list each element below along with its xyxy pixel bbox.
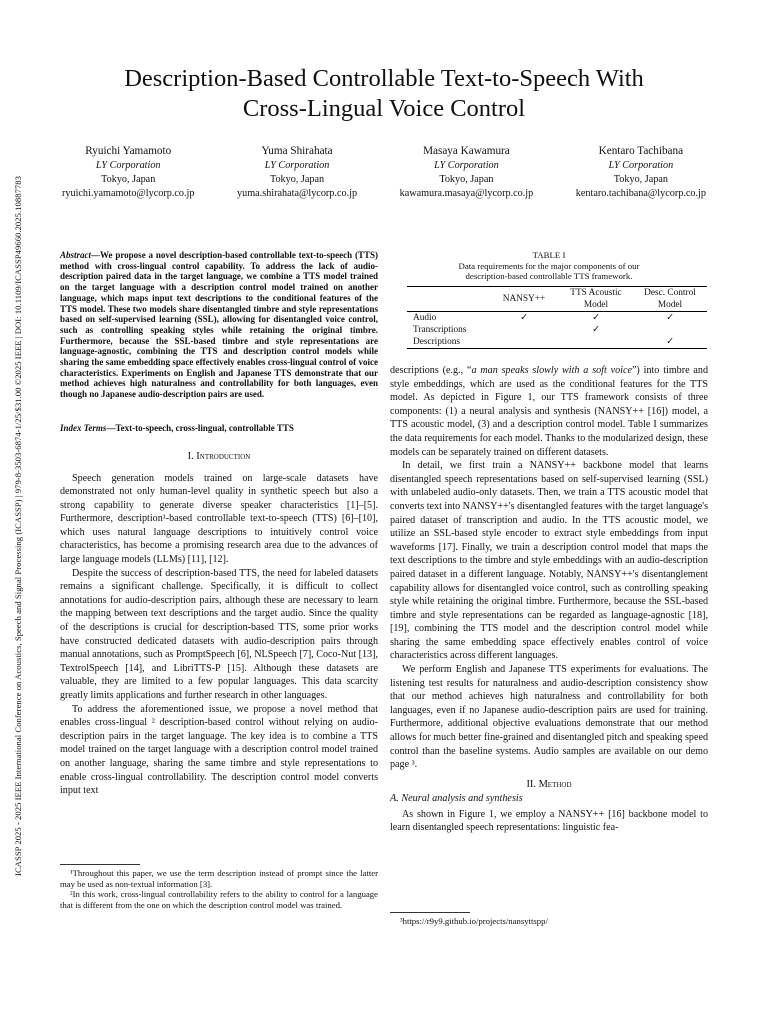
table-row	[407, 336, 707, 349]
intro-paragraph-3: To address the aforementioned issue, we propose a novel method that enables cross-lingual ² description-based control without relying on audio-description pairs in the target language. The key idea is to combine a TTS model trained on the target language with a description control model trained on another language, sharing the same timbre and style representations to enable cross-lingual controllability. The description control model converts input text	[60, 703, 378, 797]
footnotes-left	[60, 864, 378, 910]
table-header-cell: Desc. Control Model	[633, 286, 707, 311]
desc-example: a man speaks slowly with a soft voice	[471, 365, 632, 376]
author-name: Yuma Shirahata	[261, 145, 333, 157]
author-name: Ryuichi Yamamoto	[85, 145, 172, 157]
intro-paragraph-1: Speech generation models trained on large-scale datasets have demonstrated not only human-level quality in synthetic speech but also a strong capability to generate diverse speaker characteristics [1]–[5]. Furthermore, description¹-based controllable text-to-speech (TTS) [6]–[10], which uses natural language descriptions to intuitively control voice characteristics, has become a promising research area due to the advances of large language models (LLMs) [11], [12].	[60, 472, 378, 566]
check-cell: ✓	[592, 324, 600, 335]
check-cell: ✓	[633, 336, 707, 349]
author-affiliation: LY Corporation	[264, 160, 330, 171]
check-cell	[633, 324, 707, 336]
author-1	[62, 144, 194, 201]
table-row-label: Transcriptions	[413, 324, 467, 335]
footnote-rule	[60, 864, 140, 865]
index-terms-text: —Text-to-speech, cross-lingual, controllable TTS	[106, 423, 294, 433]
data-requirements-table	[407, 286, 707, 349]
right-paragraph-2: In detail, we first train a NANSY++ backbone model that learns disentangled speech representations based on self-supervised learning (SSL) with unlabeled audio-only datasets. Then, we train a TTS acoustic model that converts text into NANSY++'s disentangled features with the target language's paired dataset of transcription and audio. In the TTS acoustic model, we utilize an SSL-based style encoder to extract style embeddings from input waveforms [17]. Finally, we train a description control model that maps the text descriptions to the timbre and style embeddings with an audio-description paired dataset in a different language. Notably, NANSY++'s disentanglement capability allows for disentangled voice control, such as controlling speaking style while retaining the original timbre. Furthermore, because the SSL-based timbre and style representations can be regarded as language-agnostic [18], [19], combining the TTS model and the description control model while sharing the same embedding space effectively enables control of voice characteristics across different languages.	[390, 460, 708, 662]
intro-paragraph-2: Despite the success of description-based TTS, the need for labeled datasets remains a significant challenge. Specifically, it is difficult to collect annotations for audio-description pairs, although these are necessary to learn the mapping between text descriptions and the target audio. Since the quality of the descriptions is crucial for description-based TTS, some prior works have constructed dedicated datasets with audio-description pairs through manual annotations, such as PromptSpeech [6], NLSpeech [7], Coco-Nut [13], TextrolSpeech [14], and LibriTTS-P [15]. Although these datasets are valuable, they are limited to a few popular languages. This data scarcity greatly limits applications and further research in other languages.	[60, 567, 378, 701]
table-label: TABLE I	[532, 250, 566, 260]
footnote-1: ¹Throughout this paper, we use the term description instead of prompt since the latter may be used as non-textual information [3].	[60, 868, 378, 889]
author-affiliation: LY Corporation	[434, 160, 499, 171]
author-email[interactable]: ryuichi.yamamoto@lycorp.co.jp	[62, 188, 195, 199]
author-affiliation: LY Corporation	[608, 160, 674, 171]
footnote-2: ²In this work, cross-lingual controllability refers to the ability to control for a language that is different from the one on which the description control model was trained.	[60, 889, 378, 910]
table-caption-line-2: description-based controllable TTS framework.	[465, 271, 633, 281]
author-location: Tokyo, Japan	[269, 174, 325, 185]
check-cell: ✓	[520, 312, 528, 323]
check-cell: ✓	[592, 312, 600, 323]
table-row	[407, 311, 707, 324]
desc-pre: descriptions (e.g., “	[390, 365, 472, 376]
author-4	[576, 144, 706, 201]
right-paragraph-1	[390, 364, 708, 459]
doi-sidebar	[11, 96, 25, 956]
footnote-3[interactable]: ³https://r9y9.github.io/projects/nansyttspp/	[400, 916, 548, 926]
footnote-right	[390, 912, 708, 927]
table-header-cell: NANSY++	[489, 286, 559, 311]
index-terms-label: Index Terms	[60, 423, 107, 433]
method-paragraph-1: As shown in Figure 1, we employ a NANSY++ [16] backbone model to learn disentangled speech representations: linguistic fea-	[390, 808, 708, 834]
right-body	[390, 364, 708, 835]
author-name: Kentaro Tachibana	[598, 145, 684, 157]
index-terms	[60, 423, 378, 434]
abstract-label: Abstract	[60, 250, 92, 260]
paper-title	[0, 64, 768, 124]
abstract-text: —We propose a novel description-based controllable text-to-speech (TTS) method with cross-lingual control capability. To address the lack of audio-description paired data in the target language, we combine a TTS model trained on the target language with a description control model trained on another language, which maps input text descriptions to the conditional features of the TTS model. These two models share disentangled timbre and style representations based on self-supervised learning (SSL), allowing for disentangled voice control, such as controlling speaking styles while retaining the original timbre. Furthermore, because the SSL-based timbre and style representations are language-agnostic, combining the TTS and description control models while sharing the same embedding space effectively enables cross-lingual control of voice characteristics. Experiments on English and Japanese TTS demonstrate that our method achieves high naturalness and controllability for both languages, even though no Japanese audio-description pairs are used.	[60, 250, 378, 400]
title-line-2: Cross-Lingual Voice Control	[242, 95, 526, 122]
table-row	[407, 324, 707, 336]
right-paragraph-3: We perform English and Japanese TTS experiments for evaluations. The listening test results for naturalness and audio-description consistency show that our method achieves high naturalness and controllability for both languages, even if no Japanese audio-description pairs are used for training. Furthermore, additional objective evaluations demonstrate that our method allows for much better fine-grained and disentangled pitch and speaking speed control than the baseline systems. Audio samples are available on our demo page ³.	[390, 664, 708, 771]
desc-post: ”) into timbre and style embeddings, which are used as the conditional features for the TTS model. As depicted in Figure 1, our TTS framework consists of three components: (1) a neural analysis and synthesis (NANSY++ [16]) model, a TTS acoustic model, (3) and a description control model. Table I summarizes the data requirements for each model. Thanks to the modularized design, these models can be separately trained on different datasets.	[390, 365, 708, 458]
author-location: Tokyo, Japan	[101, 174, 156, 185]
author-location: Tokyo, Japan	[613, 174, 668, 185]
table-header-cell: TTS Acoustic Model	[559, 286, 633, 311]
table-header-row	[407, 286, 707, 311]
title-line-1: Description-Based Controllable Text-to-Speech With	[124, 65, 644, 92]
author-email[interactable]: kawamura.masaya@lycorp.co.jp	[399, 188, 534, 199]
footnote-rule	[390, 912, 470, 913]
doi-sidebar-text: ICASSP 2025 - 2025 IEEE International Conference on Acoustics, Speech and Signal Processing (ICASSP) | 979-8-3503-6874-1/25/$31.00 ©2025 IEEE | DOI: 10.1109/ICASSP49660.2025.10887783	[13, 176, 23, 876]
check-cell	[489, 324, 559, 336]
table-row-label: Audio	[413, 312, 437, 323]
check-cell: ✓	[666, 312, 674, 323]
section-heading: I. Introduction	[187, 451, 251, 462]
author-2	[237, 144, 357, 201]
author-name: Masaya Kawamura	[423, 145, 510, 157]
subsection-heading: A. Neural analysis and synthesis	[390, 793, 523, 805]
table-header-cell	[407, 286, 489, 311]
author-3	[400, 144, 534, 201]
author-email[interactable]: kentaro.tachibana@lycorp.co.jp	[575, 188, 706, 199]
author-location: Tokyo, Japan	[439, 174, 494, 185]
introduction-section	[60, 451, 378, 798]
abstract	[60, 250, 378, 400]
check-cell	[559, 336, 633, 349]
section-heading: II. Method	[526, 778, 572, 790]
author-block	[62, 144, 706, 201]
author-email[interactable]: yuma.shirahata@lycorp.co.jp	[237, 188, 358, 199]
author-affiliation: LY Corporation	[95, 160, 161, 171]
table-caption-line-1: Data requirements for the major components of our	[458, 260, 640, 271]
table-row-label: Descriptions	[407, 336, 489, 349]
table-1	[390, 250, 708, 349]
check-cell	[489, 336, 559, 349]
